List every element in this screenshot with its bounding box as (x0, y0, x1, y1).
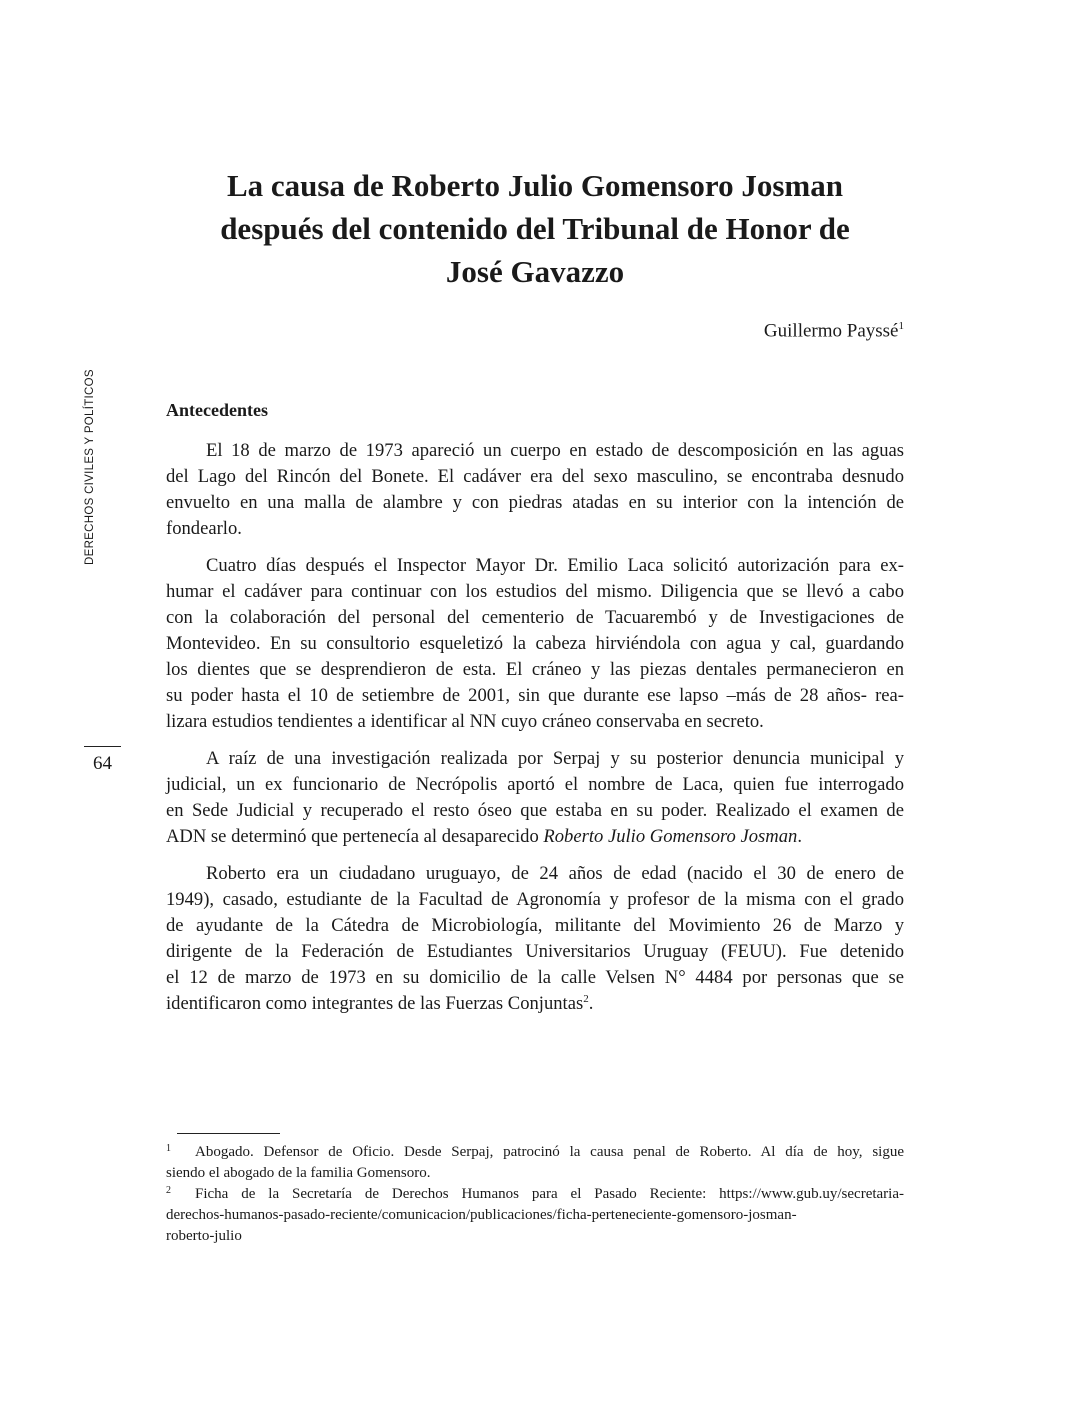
text-line: su poder hasta el 10 de setiembre de 2001, sin que durante ese lapso –más de 28 años- rea- (166, 685, 904, 706)
footnote-text: derechos-humanos-pasado-reciente/comunicacion/publicaciones/ficha-perteneciente-gomensoro-josman- (166, 1207, 797, 1223)
footnote-text: roberto-julio (166, 1228, 242, 1244)
footnote-line (166, 1226, 904, 1247)
footnote-ref: 2 (583, 992, 589, 1005)
text-line: El 18 de marzo de 1973 apareció un cuerpo en estado de descomposición en las aguas (206, 440, 904, 461)
paragraph (166, 438, 904, 542)
title-line: después del contenido del Tribunal de Honor de (220, 211, 850, 246)
footnote-text: Abogado. Defensor de Oficio. Desde Serpaj, patrocinó la causa penal de Roberto. Al día de hoy, sigue (195, 1144, 904, 1160)
footnote-line (166, 1142, 904, 1163)
paragraph (166, 553, 904, 735)
text-segment: . (797, 826, 802, 847)
text-segment: . (588, 993, 594, 1014)
text-line: de ayudante de la Cátedra de Microbiología, militante del Movimiento 26 de Marzo y (166, 915, 904, 936)
footnote-line (166, 1163, 904, 1184)
text-line: en Sede Judicial y recuperado el resto óseo que estaba en su poder. Realizado el examen de (166, 800, 904, 821)
footnote-number: 2 (166, 1185, 171, 1196)
text-segment: identificaron como integrantes de las Fuerzas Conjuntas (166, 993, 584, 1014)
italic-name: Roberto Julio Gomensoro Josman (543, 826, 798, 847)
text-line: dirigente de la Federación de Estudiantes Universitarios Uruguay (FEUU). Fue detenido (166, 941, 904, 962)
text-segment: ADN se determinó que pertenecía al desaparecido (166, 826, 544, 847)
text-line: 1949), casado, estudiante de la Facultad de Agronomía y profesor de la misma con el grado (166, 889, 904, 910)
text-line: fondearlo. (166, 518, 242, 539)
section-heading: Antecedentes (166, 400, 268, 420)
footnote-text: Ficha de la Secretaría de Derechos Humanos para el Pasado Reciente: https://www.gub.uy/secretaria- (195, 1186, 904, 1202)
title-line: José Gavazzo (445, 254, 625, 289)
text-line: del Lago del Rincón del Bonete. El cadáver era del sexo masculino, se encontraba desnudo (166, 466, 904, 487)
running-header: DERECHOS CIVILES Y POLÍTICOS (84, 369, 96, 565)
footnote-divider (177, 1133, 280, 1134)
text-line: los dientes que se desprendieron de esta. El cráneo y las piezas dentales permanecieron en (166, 659, 904, 680)
text-line: Roberto era un ciudadano uruguayo, de 24 años de edad (nacido el 30 de enero de (206, 863, 904, 884)
author (764, 320, 904, 342)
footnote-line (166, 1205, 904, 1226)
text-line: con la colaboración del personal del cementerio de Tacuarembó y de Investigaciones de (166, 607, 904, 628)
footnote-number: 1 (166, 1143, 171, 1154)
text-line: envuelto en una malla de alambre y con piedras atadas en su interior con la intención de (166, 492, 904, 513)
text-line: judicial, un ex funcionario de Necrópolis aportó el nombre de Laca, quien fue interrogado (166, 774, 904, 795)
text-line (166, 991, 904, 1017)
title-line: La causa de Roberto Julio Gomensoro Josman (226, 168, 843, 203)
footnote (166, 1184, 904, 1247)
article-title (150, 164, 920, 293)
article-body (166, 438, 904, 1028)
footnote-text: siendo el abogado de la familia Gomensoro. (166, 1165, 431, 1181)
paragraph (166, 746, 904, 850)
text-line: humar el cadáver para continuar con los estudios del mismo. Diligencia que se llevó a cabo (166, 581, 904, 602)
author-name: Guillermo Payssé (763, 320, 899, 342)
text-line: A raíz de una investigación realizada por Serpaj y su posterior denuncia municipal y (206, 748, 904, 769)
text-line (166, 824, 904, 850)
footnote-ref: 1 (898, 320, 904, 332)
footnotes (166, 1142, 904, 1247)
paragraph (166, 861, 904, 1017)
text-line: Montevideo. En su consultorio esqueletizó la cabeza hirviéndola con agua y cal, guardando (166, 633, 904, 654)
text-line: lizara estudios tendientes a identificar al NN cuyo cráneo conservaba en secreto. (166, 711, 764, 732)
footnote-line (166, 1184, 904, 1205)
text-line: Cuatro días después el Inspector Mayor Dr. Emilio Laca solicitó autorización para ex- (206, 555, 904, 576)
page-number: 64 (84, 746, 121, 775)
footnote (166, 1142, 904, 1184)
text-line: el 12 de marzo de 1973 en su domicilio de la calle Velsen N° 4484 por personas que se (166, 967, 904, 988)
